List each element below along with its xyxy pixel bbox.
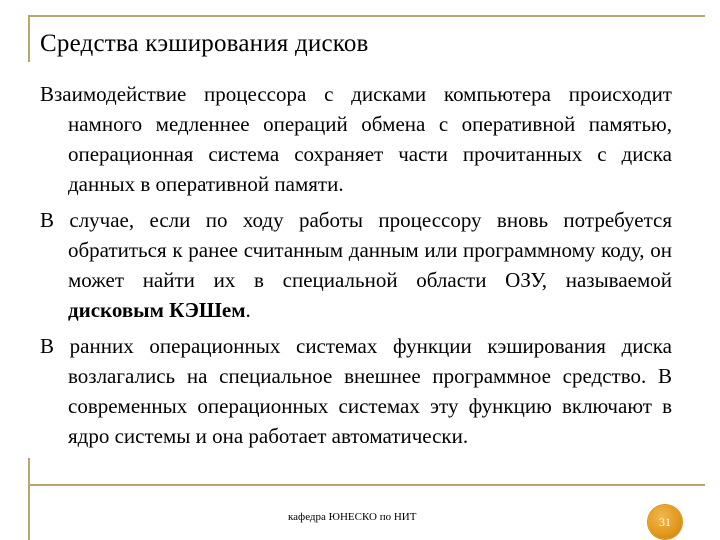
frame-line-bottom xyxy=(28,484,705,486)
footer-department: кафедра ЮНЕСКО по НИТ xyxy=(288,511,417,523)
slide-title: Средства кэширования дисков xyxy=(40,30,369,57)
page-number-badge: 31 xyxy=(648,505,682,539)
frame-line-top xyxy=(28,15,705,17)
paragraph-2-text: В случае, если по ходу работы процессору вновь потребуется обратиться к ранее считанным данным или программному коду, он может найти их в специальной области ОЗУ, называемой xyxy=(40,208,672,292)
slide-body xyxy=(40,79,672,451)
frame-line-bottom-left xyxy=(28,458,30,540)
paragraph-1: Взаимодействие процессора с дисками компьютера происходит намного медленнее операций обмена с оперативной памятью, операционная система сохраняет части прочитанных с диска данных в оперативной памяти. xyxy=(40,82,672,196)
paragraph-2-end: . xyxy=(245,298,251,322)
paragraph-2 xyxy=(40,205,672,325)
paragraph-2-bold-term: дисковым КЭШем xyxy=(68,298,246,322)
paragraph-3: В ранних операционных системах функции кэширования диска возлагались на специальное внешнее программное средство. В современных операционных системах эту функцию включают в ядро системы и она работает автоматически. xyxy=(40,334,672,448)
frame-line-left xyxy=(28,15,30,62)
